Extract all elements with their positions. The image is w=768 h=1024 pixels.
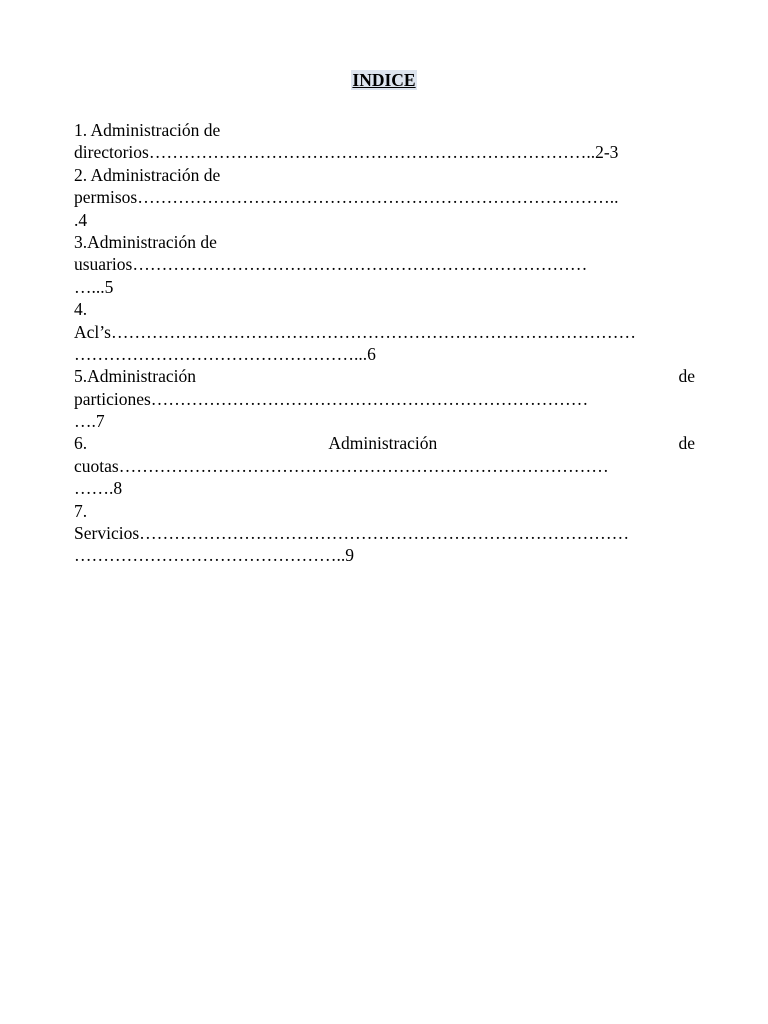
toc-entry-line: cuotas………………………………………………………………………… bbox=[74, 455, 609, 476]
toc-entry-line: 1. Administración de bbox=[74, 120, 221, 140]
toc-entry-word: de bbox=[678, 366, 695, 387]
toc-entry bbox=[74, 231, 695, 298]
toc-entry-line: directorios…………………………………………………………………..2-3 bbox=[74, 142, 619, 163]
toc-entry-word: de bbox=[678, 433, 695, 454]
toc-entry-line bbox=[74, 365, 695, 387]
toc-entry-line: 2. Administración de bbox=[74, 164, 221, 185]
toc-entry-line: …...5 bbox=[74, 276, 114, 297]
toc-entry-line: Acl’s……………………………………………………………………………… bbox=[74, 321, 636, 342]
toc-entry-word: 5.Administración bbox=[74, 366, 196, 387]
toc-entry-line: particiones………………………………………………………………… bbox=[74, 388, 589, 409]
toc-entry-line: 7. bbox=[74, 500, 88, 521]
toc-entry-line: .4 bbox=[74, 209, 88, 230]
toc-entry-line: …….8 bbox=[74, 478, 123, 499]
title-text: INDICE bbox=[352, 70, 416, 90]
toc-entry-line: 3.Administración de bbox=[74, 231, 217, 252]
page-title bbox=[0, 68, 768, 92]
toc-entry bbox=[74, 365, 695, 432]
toc-entry-word: 6. bbox=[74, 433, 88, 454]
toc-entry bbox=[74, 119, 695, 164]
toc-entry-line: ….7 bbox=[74, 411, 105, 432]
toc-entry bbox=[74, 432, 695, 499]
toc-entry-word: Administración bbox=[328, 433, 438, 454]
toc-entry-line: Servicios………………………………………………………………………… bbox=[74, 523, 630, 544]
toc-entry-line: usuarios…………………………………………………………………… bbox=[74, 254, 588, 275]
toc-entry bbox=[74, 298, 695, 365]
toc-entry-line: …………………………………………...6 bbox=[74, 343, 376, 364]
toc-entry-line: 4. bbox=[74, 299, 88, 320]
toc-entry-line: permisos……………………………………………………………………….. bbox=[74, 187, 619, 208]
toc-entry-line bbox=[74, 432, 695, 454]
toc-entry bbox=[74, 164, 695, 231]
toc-entry bbox=[74, 500, 695, 567]
table-of-contents bbox=[74, 119, 695, 567]
toc-entry-line: ………………………………………..9 bbox=[74, 545, 354, 566]
